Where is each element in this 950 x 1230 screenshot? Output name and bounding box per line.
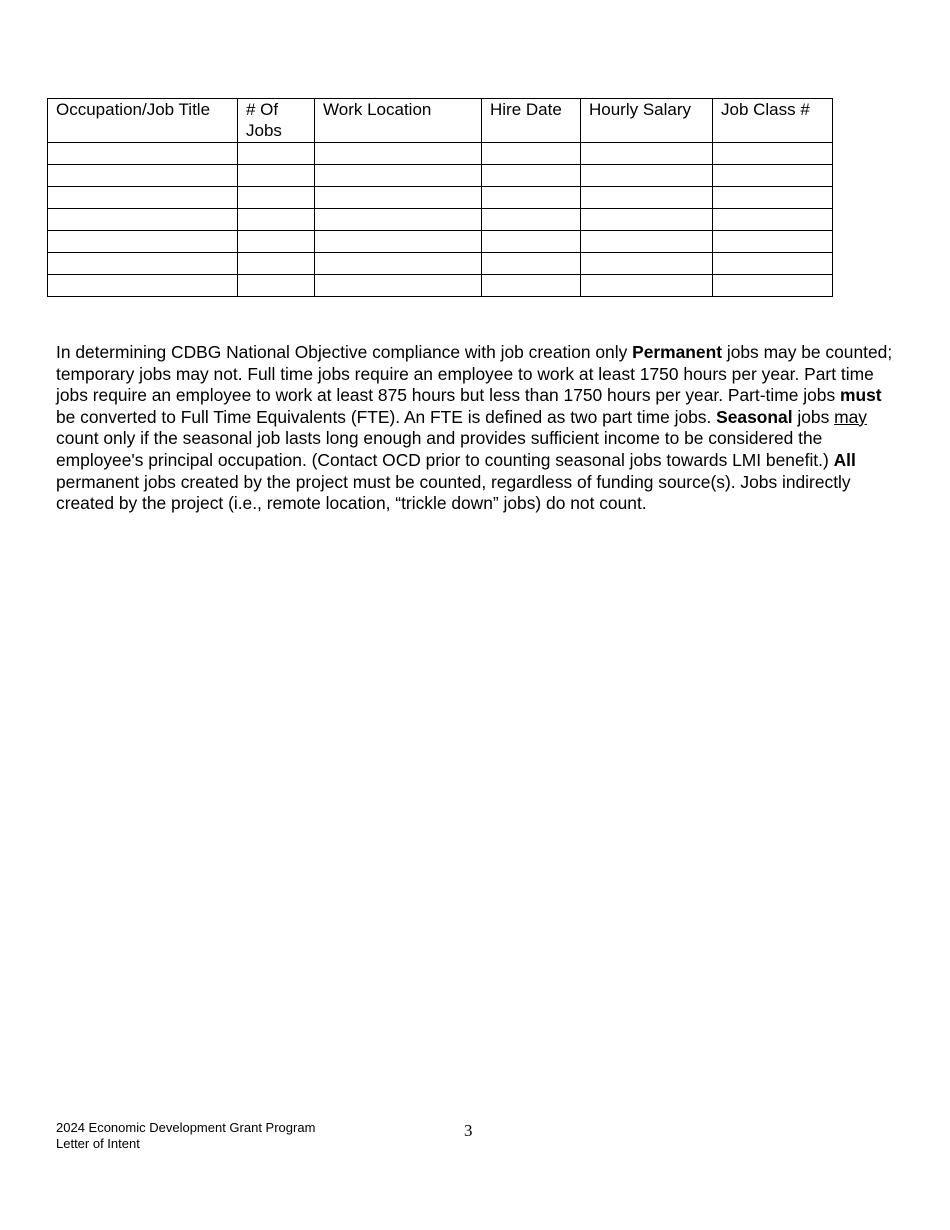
table-cell[interactable] xyxy=(238,143,315,165)
emphasis-seasonal: Seasonal xyxy=(716,406,793,427)
table-cell[interactable] xyxy=(238,165,315,187)
table-cell[interactable] xyxy=(315,231,482,253)
column-header-hire-date: Hire Date xyxy=(482,99,581,143)
table-cell[interactable] xyxy=(315,165,482,187)
table-cell[interactable] xyxy=(238,187,315,209)
table-cell[interactable] xyxy=(482,143,581,165)
table-row xyxy=(48,231,833,253)
jobs-table xyxy=(47,98,833,297)
table-cell[interactable] xyxy=(482,209,581,231)
table-cell[interactable] xyxy=(482,187,581,209)
table-row xyxy=(48,165,833,187)
table-cell[interactable] xyxy=(48,143,238,165)
compliance-paragraph xyxy=(56,342,901,515)
footer-document-title: Letter of Intent xyxy=(56,1136,140,1151)
emphasis-permanent: Permanent xyxy=(632,342,722,362)
table-cell[interactable] xyxy=(482,231,581,253)
column-header-work-location: Work Location xyxy=(315,99,482,143)
table-cell[interactable] xyxy=(238,275,315,297)
table-cell[interactable] xyxy=(48,275,238,297)
table-row xyxy=(48,209,833,231)
table-cell[interactable] xyxy=(48,253,238,275)
table-cell[interactable] xyxy=(482,253,581,275)
table-cell[interactable] xyxy=(482,165,581,187)
column-header-number-of-jobs: # Of Jobs xyxy=(238,99,315,143)
table-cell[interactable] xyxy=(315,143,482,165)
paragraph-text: jobs xyxy=(792,406,835,427)
table-cell[interactable] xyxy=(482,275,581,297)
emphasis-may: may xyxy=(834,406,867,427)
table-cell[interactable] xyxy=(48,165,238,187)
column-header-job-class: Job Class # xyxy=(713,99,833,143)
table-header-row xyxy=(48,99,833,143)
table-row xyxy=(48,253,833,275)
table-cell[interactable] xyxy=(48,187,238,209)
table-cell[interactable] xyxy=(713,187,833,209)
table-cell[interactable] xyxy=(581,231,713,253)
page-number: 3 xyxy=(464,1121,473,1140)
paragraph-text: jobs may be counted; temporary jobs may not. Full time jobs require an employee to work at least 1750 hours per year. Part time jobs require an employee to work at least 875 hours but less than 1750 hours per year. Part-time jobs xyxy=(56,342,893,406)
emphasis-must: must xyxy=(839,385,882,406)
table-cell[interactable] xyxy=(581,209,713,231)
column-header-hourly-salary: Hourly Salary xyxy=(581,99,713,143)
table-cell[interactable] xyxy=(581,187,713,209)
table-cell[interactable] xyxy=(713,253,833,275)
paragraph-text: be converted to Full Time Equivalents (FTE). An FTE is defined as two part time jobs. xyxy=(56,406,717,427)
table-cell[interactable] xyxy=(238,231,315,253)
table-cell[interactable] xyxy=(713,165,833,187)
table-cell[interactable] xyxy=(713,231,833,253)
table-cell[interactable] xyxy=(48,209,238,231)
table-cell[interactable] xyxy=(48,231,238,253)
table-cell[interactable] xyxy=(238,253,315,275)
table-cell[interactable] xyxy=(713,275,833,297)
table-cell[interactable] xyxy=(581,253,713,275)
table-cell[interactable] xyxy=(581,275,713,297)
table-cell[interactable] xyxy=(581,165,713,187)
paragraph-text: In determining CDBG National Objective compliance with job creation only xyxy=(56,342,633,362)
footer xyxy=(56,1120,315,1152)
paragraph-text: count only if the seasonal job lasts long enough and provides sufficient income to be considered the employee's principal occupation. (Contact OCD prior to counting seasonal jobs towards LMI benefit.) xyxy=(56,428,834,470)
table-cell[interactable] xyxy=(581,143,713,165)
emphasis-all: All xyxy=(833,449,856,470)
table-row xyxy=(48,143,833,165)
table-cell[interactable] xyxy=(315,253,482,275)
footer-program-title: 2024 Economic Development Grant Program xyxy=(56,1120,316,1135)
column-header-occupation: Occupation/Job Title xyxy=(48,99,238,143)
table-cell[interactable] xyxy=(238,209,315,231)
table-cell[interactable] xyxy=(315,187,482,209)
table-row xyxy=(48,187,833,209)
table-cell[interactable] xyxy=(315,209,482,231)
paragraph-text: permanent jobs created by the project must be counted, regardless of funding source(s). Jobs indirectly created by the project (i.e., remote location, “trickle down” jobs) do not count. xyxy=(56,471,851,514)
table-row xyxy=(48,275,833,297)
table-cell[interactable] xyxy=(713,209,833,231)
table-cell[interactable] xyxy=(315,275,482,297)
table-cell[interactable] xyxy=(713,143,833,165)
